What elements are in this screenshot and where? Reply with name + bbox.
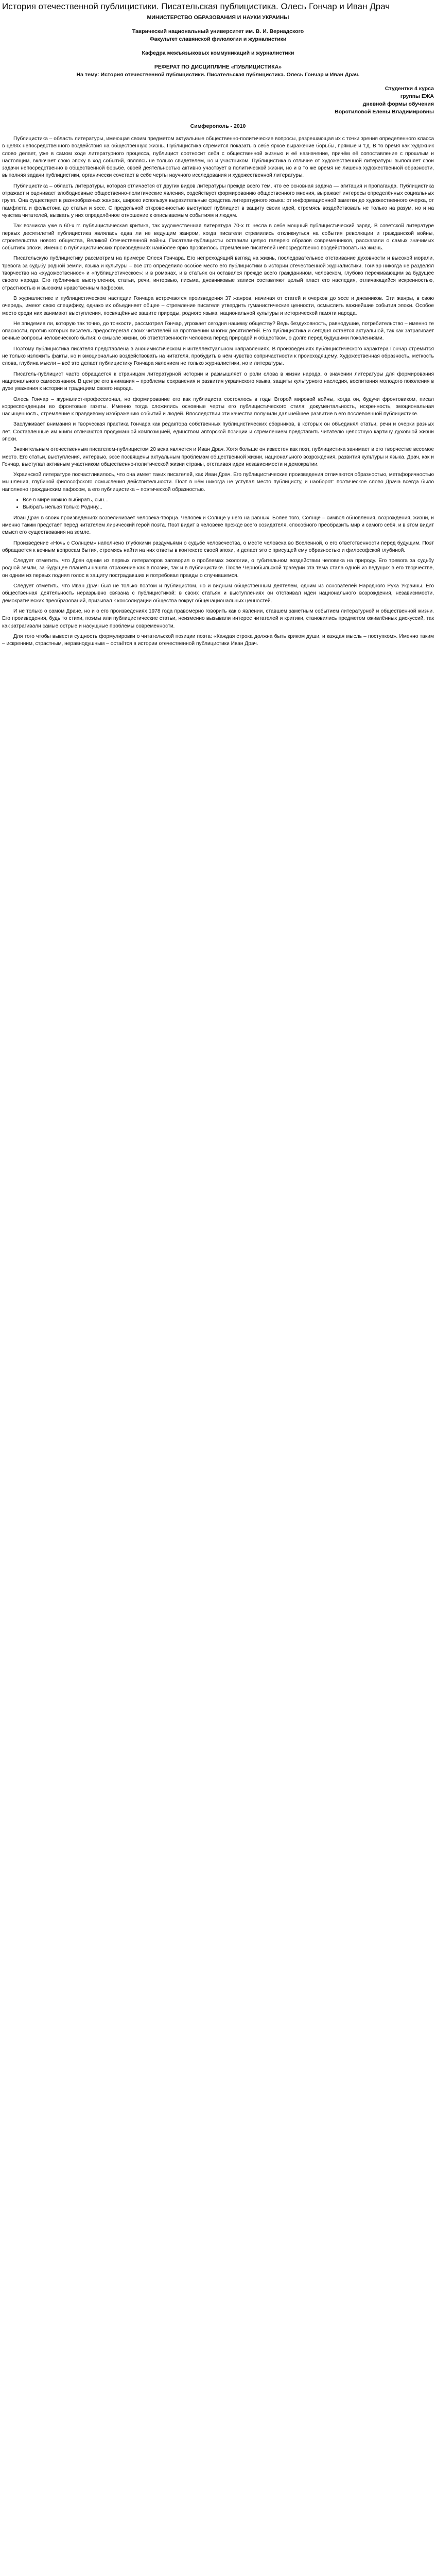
paragraph: Поэтому публицистика писателя представлена в анонимистическом и интеллектуальном направлениях. В произведениях публицистического характера Гончар стремится не только изложить факты, но и эмоционально воздействовать на читателя, пробудить в нём чувство сопричастности к происходящему. Художественная образность, меткость слова, глубина мысли – всё это делает публицистику Гончара явлением не только журналистики, но и литературы.: [2, 346, 434, 367]
author-study-form: дневной формы обучения: [362, 101, 434, 107]
paragraph: Заслуживает внимания и творческая практика Гончара как редактора собственных публицистических сборников, в которых он объединял статьи, речи и очерки разных лет. Составленные им книги отличаются продуманной композицией, единством авторской позиции и стремлением представить читателю целостную картину духовной жизни эпохи.: [2, 421, 434, 442]
spacer: [2, 57, 434, 63]
department-heading: Кафедра межъязыковых коммуникаций и журналистики: [142, 50, 294, 56]
paragraph: Иван Драч в своих произведениях возвеличивает человека-творца. Человек и Солнце у него на равных. Более того, Солнце – символ обновления, возрождения, жизни, и именно таким предстаёт перед читателем лирический герой поэта. Поэт видит в человеке прежде всего созидателя, способного преобразить мир и самого себя, и в этом видит смысл его существования на земле.: [2, 515, 434, 536]
ministry-heading: МИНИСТЕРСТВО ОБРАЗОВАНИЯ И НАУКИ УКРАИНЫ: [147, 14, 289, 21]
paragraph: Для того чтобы вывести сущность формулировки о читательской позиции поэта: «Каждая строка должна быть криком души, и каждая мысль – поступком». Именно таким – искренним, страстным, неравнодушным – остаётся в истории отечественной публицистики Иван Драч.: [2, 633, 434, 647]
paragraph: Следует отметить, что Иван Драч был не только поэтом и публицистом, но и видным общественным деятелем, одним из основателей Народного Руха Украины. Его общественная деятельность неразрывно связана с публицистикой: в своих статьях и выступлениях он отстаивал идеи национального возрождения, независимости, демократических преобразований, призывал к консолидации общества вокруг общенациональных ценностей.: [2, 583, 434, 604]
work-type-heading: РЕФЕРАТ ПО ДИСЦИПЛИНЕ «ПУБЛИЦИСТИКА»: [154, 64, 282, 70]
author-course: Студентки 4 курса: [385, 86, 434, 92]
paragraph: Писательскую публицистику рассмотрим на примере Олеся Гончара. Его непреходящий взгляд на жизнь, последовательное отстаивание духовности и высокой морали, тревога за судьбу родной земли, языка и культуры – всё это определило особое место его публицистики в истории отечественной журналистики. Гончар никогда не разделял творчество на «художественное» и «публицистическое»: и в романах, и в статьях он оставался прежде всего гражданином, человеком, глубоко переживающим за будущее своего народа. Его публичные выступления, статьи, речи, интервью, письма, дневниковые записи составляют целый пласт его наследия, отличающийся искренностью, страстностью и высоким нравственным пафосом.: [2, 256, 434, 291]
paragraph: Украинской литературе посчастливилось, что она имеет таких писателей, как Иван Драч. Его публицистические произведения отличаются образностью, метафоричностью мышления, глубиной философского осмысления действительности. Поэт в нём никогда не уступал место публицисту, и наоборот: поэтическое слово Драча всегда было наполнено гражданским пафосом, а его публицистика – поэтической образностью.: [2, 472, 434, 493]
spacer: [2, 43, 434, 49]
paragraph: И не только о самом Драче, но и о его произведениях 1978 года правомерно говорить как о явлении, ставшем заметным событием литературной и общественной жизни. Его произведения, будь то стихи, поэмы или публицистические статьи, неизменно вызывали интерес читателей и критики, становились предметом оживлённых дискуссий, так как затрагивали самые острые и насущные проблемы современности.: [2, 608, 434, 629]
paragraphs-before-list: [2, 135, 434, 494]
document-body: [2, 135, 434, 648]
author-group: группы ЕЖА: [400, 93, 434, 99]
paragraph: Публицистика – область литературы, которая отличается от других видов литературы прежде всего тем, что её основная задача — агитация и пропаганда. Публицистика отражает и оценивает злободневные общественно-политические явления, содействует формированию общественного мнения, выражает интересы определённых социальных групп. Она существует в разнообразных жанрах, широко используя выразительные средства литературного языка: от информационной заметки до художественного очерка, от памфлета и фельетона до статьи и эссе. С предельной откровенностью выступает публицист в защиту своих идей, стремясь воздействовать не только на разум, но и на чувства читателей, вызвать у них определённое отношение к описываемым событиям и людям.: [2, 183, 434, 218]
paragraph: Публицистика – область литературы, имеющая своим предметом актуальные общественно-политические вопросы, разрешающая их с точки зрения определенного класса в целях непосредственного воздействия на общественную жизнь. Публицистика стремится показать в себе яркое выражение борьбы, прямые и т.д. В то время как художник слово делает, уже в самом ходе литературного процесса, публицист соотносит себя с общественной жизнью и её назначение, причём её сопоставление с прошлым и настоящим, включает свою эпоху в ход событий, являясь не только свидетелем, но и участником. Публицистика в отличие от художественной литературы выполняет свои задачи непосредственно в общественной борьбе, своей деятельностью активно участвует в политической жизни, но и в то же время не лишена художественной образности, выполняя задачи публицистики, органически сочетает в себе черты научного исследования и художественной литературы.: [2, 136, 434, 179]
paragraph: Олесь Гончар – журналист-профессионал, но формирование его как публициста состоялось в годы Второй мировой войны, когда он, будучи фронтовиком, писал корреспонденции во фронтовые газеты. Именно тогда сложились основные черты его публицистического стиля: документальность, искренность, эмоциональная насыщенность, стремление к правдивому изображению событий и людей. Впоследствии эти качества получили дальнейшее развитие в его послевоенной публицистике.: [2, 396, 434, 417]
paragraph: Следует отметить, что Драч одним из первых литераторов заговорил о проблемах экологии, о губительном воздействии человека на природу. Его тревога за судьбу родной земли, за будущее планеты нашла отражение как в поэзии, так и в публицистике. После Чернобыльской трагедии эта тема стала одной из ведущих в его творчестве, он одним из первых поднял голос в защиту пострадавших и потребовал правды о случившемся.: [2, 558, 434, 579]
place-year: Симферополь - 2010: [190, 123, 246, 129]
spacer: [2, 22, 434, 28]
quote-list: [2, 497, 434, 512]
list-item: • Выбрать нельзя только Родину...: [23, 504, 434, 511]
list-item: • Все в мире можно выбирать, сын...: [23, 497, 434, 504]
spacer: [2, 79, 434, 85]
paragraph: Так возникла уже в 60-х гг. публицистическая критика, так художественная литература 70-х гг. несла в себе мощный публицистический заряд. В советской литературе первых десятилетий публицистика являлась едва ли не ведущим жанром, когда писатели стремились откликнуться на события революции и гражданской войны, строительства нового общества, Великой Отечественной войны. Писатели-публицисты оставили целую галерею образов современников, рассказали о самых значимых событиях эпохи. Именно в публицистических произведениях наиболее ярко проявилось стремление писателей непосредственно воздействовать на жизнь.: [2, 223, 434, 251]
paragraph: Произведение «Ночь с Солнцем» наполнено глубокими раздумьями о судьбе человечества, о месте человека во Вселенной, о его ответственности перед будущим. Поэт обращается к вечным вопросам бытия, стремясь найти на них ответы в контексте своей эпохи, и делает это с присущей ему образностью и философской глубиной.: [2, 540, 434, 553]
university-heading: Таврический национальный университет им. В. И. Вернадского: [132, 28, 304, 35]
document-title: История отечественной публицистики. Писательская публицистика. Олесь Гончар и Иван Драч: [2, 2, 390, 11]
paragraph: Писатель-публицист часто обращается к страницам литературной истории и размышляет о роли слова в жизни народа, о значении литературы для формирования национального самосознания. В центре его внимания – проблемы сохранения и развития украинского языка, защиты культурного наследия, воспитания молодого поколения в духе уважения к истории и традициям своего народа.: [2, 371, 434, 392]
topic-heading: На тему: История отечественной публицистики. Писательская публицистика. Олесь Гончар и Иван Драч.: [76, 72, 360, 78]
author-name: Воротиловой Елены Владимировны: [335, 109, 434, 115]
paragraph: Значительным отечественным писателем-публицистом 20 века является и Иван Драч. Хотя больше он известен как поэт, публицистика занимает в его творчестве весомое место. Его статьи, выступления, интервью, эссе посвящены актуальным проблемам общественной жизни, национального возрождения, развития культуры и языка. Драч, как и Гончар, выступал активным участником общественно-политической жизни страны, отстаивая идеи независимости и демократии.: [2, 447, 434, 467]
paragraphs-after-list: [2, 515, 434, 648]
paragraph: В журналистике и публицистическом наследии Гончара встречаются произведения 37 жанров, начиная от статей и очерков до эссе и дневников. Эти жанры, в свою очередь, имеют свою специфику, однако их объединяет общее – стремление писателя утвердить гуманистические ценности, осмыслить важнейшие события эпохи. Особое место среди них занимают выступления, посвящённые защите природы, родного языка, национальной культуры и исторической памяти народа.: [2, 295, 434, 316]
faculty-heading: Факультет славянской филологии и журналистики: [149, 36, 287, 42]
paragraph: Не эпидемия ли, которую так точно, до тонкости, рассмотрел Гончар, угрожает сегодня нашему обществу? Ведь бездуховность, равнодушие, потребительство – именно те опасности, против которых писатель предостерегал своих читателей на протяжении многих десятилетий. Его публицистика и сегодня остаётся актуальной, так как затрагивает вечные вопросы человеческого бытия: о смысле жизни, об ответственности человека перед природой и обществом, о долге перед будущими поколениями.: [2, 320, 434, 342]
